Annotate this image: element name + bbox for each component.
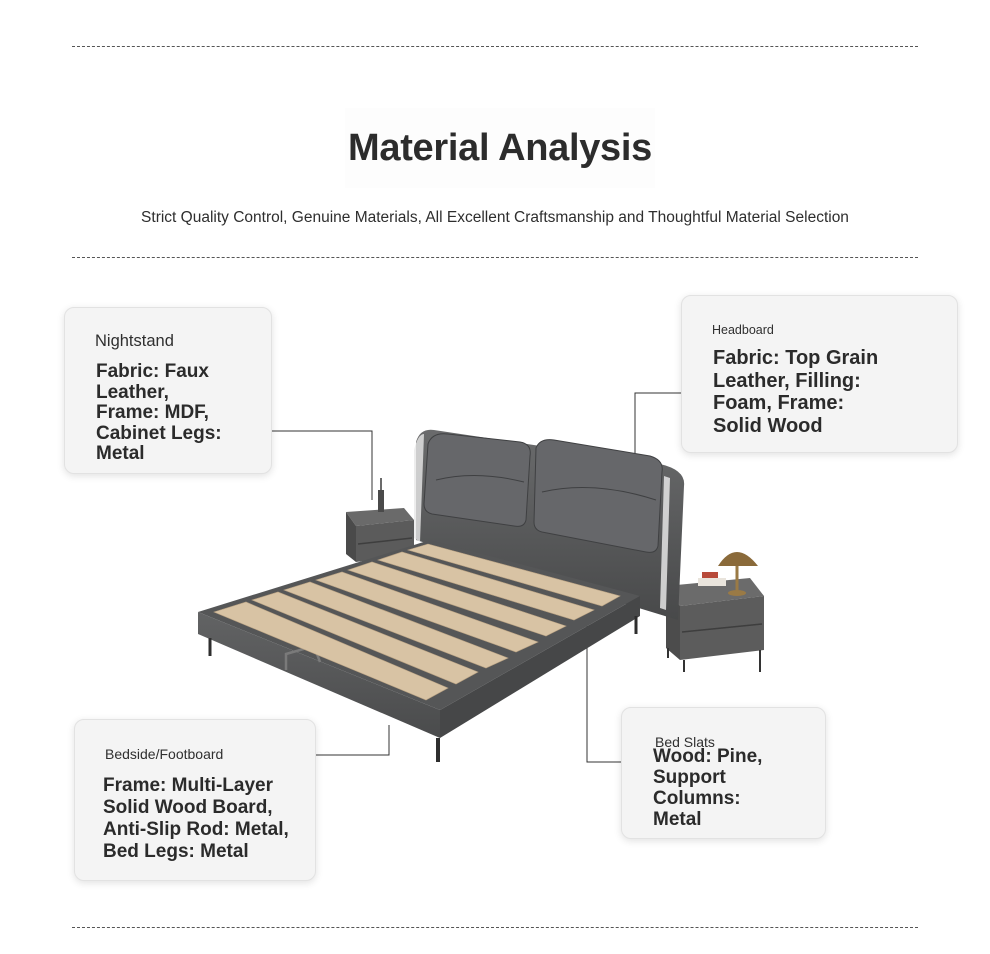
nightstand-callout	[64, 307, 272, 474]
headboard-label: Headboard	[712, 323, 774, 337]
page-subtitle: Strict Quality Control, Genuine Materials, All Excellent Craftsmanship and Thoughtful Material Selection	[141, 209, 849, 226]
footboard-materials	[103, 775, 289, 863]
nightstand-materials	[96, 362, 222, 465]
nightstand-line-1: Fabric: Faux	[96, 361, 209, 382]
footboard-line-2: Solid Wood Board,	[103, 797, 273, 818]
nightstand-line-4: Cabinet Legs:	[96, 422, 222, 444]
slats-line-4: Metal	[653, 809, 702, 830]
headboard-line-2: Leather, Filling:	[713, 369, 861, 392]
nightstand-line-5: Metal	[96, 443, 145, 464]
headboard-materials	[713, 347, 878, 437]
slats-materials	[653, 746, 762, 830]
headboard-line-3: Foam, Frame:	[713, 392, 845, 414]
footboard-label: Bedside/Footboard	[105, 746, 224, 762]
footboard-line-1: Frame: Multi-Layer	[103, 775, 273, 796]
headboard-line-4: Solid Wood	[713, 414, 823, 437]
nightstand-line-2: Leather,	[96, 381, 169, 403]
nightstand-line-3: Frame: MDF,	[96, 402, 209, 423]
footboard-line-3: Anti-Slip Rod: Metal,	[103, 819, 289, 840]
slats-line-2: Support	[653, 767, 726, 788]
footboard-callout	[74, 719, 316, 881]
slats-line-3: Columns:	[653, 788, 741, 809]
right-nightstand	[666, 552, 764, 672]
headboard-callout	[681, 295, 958, 453]
page-title: Material Analysis	[345, 108, 655, 188]
slats-label: Bed Slats	[655, 734, 715, 750]
slats-line-1: Wood: Pine,	[653, 746, 763, 767]
footboard-line-4: Bed Legs: Metal	[103, 841, 249, 862]
headboard-line-1: Fabric: Top Grain	[713, 347, 879, 369]
nightstand-label: Nightstand	[95, 332, 174, 350]
slats-callout	[621, 707, 826, 839]
